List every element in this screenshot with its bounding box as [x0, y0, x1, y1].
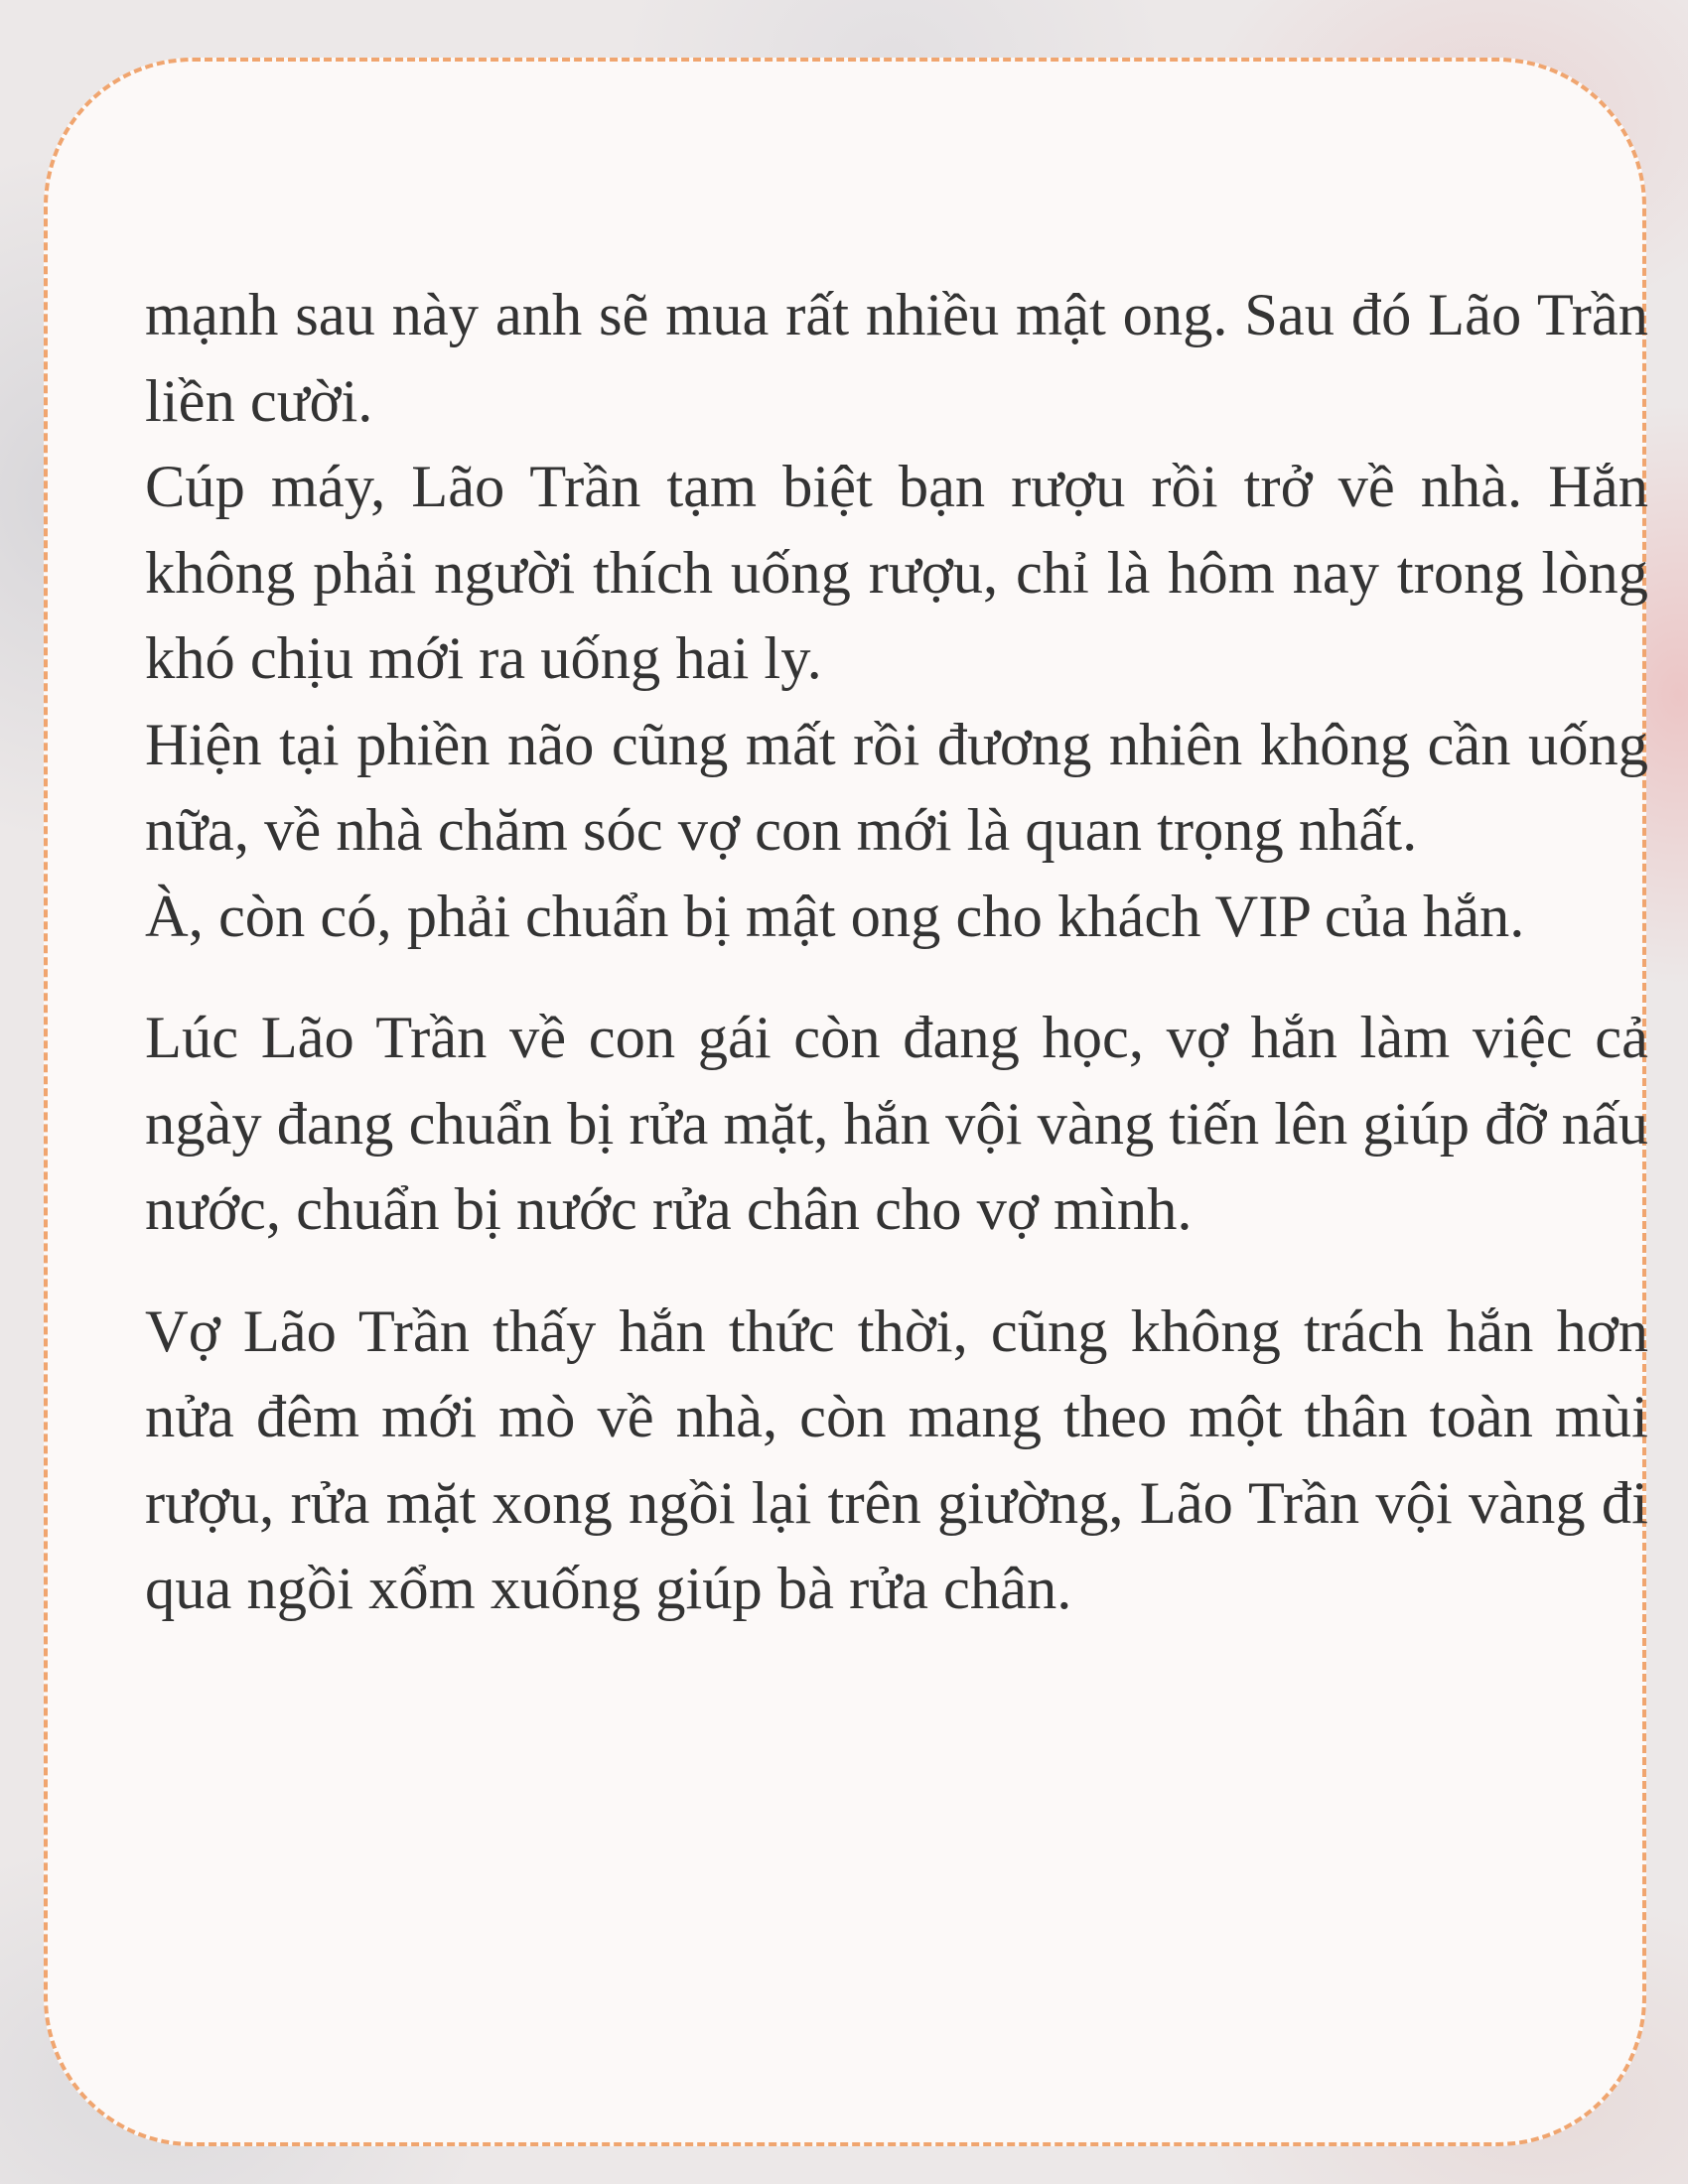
paragraph-4: À, còn có, phải chuẩn bị mật ong cho khách VIP của hắn.	[145, 883, 1525, 950]
paragraph-5: Lúc Lão Trần về con gái còn đang học, vợ hắn làm việc cả ngày đang chuẩn bị rửa mặt, hắn vội vàng tiến lên giúp đỡ nấu nước, chuẩn bị nước rửa chân cho vợ mình.	[145, 1005, 1648, 1243]
paragraph-3: Hiện tại phiền não cũng mất rồi đương nhiên không cần uống nữa, về nhà chăm sóc vợ con mới là quan trọng nhất.	[145, 711, 1648, 864]
text-card	[44, 58, 1646, 2146]
story-text	[145, 273, 1648, 1633]
paragraph-2: Cúp máy, Lão Trần tạm biệt bạn rượu rồi trở về nhà. Hắn không phải người thích uống rượu, chỉ là hôm nay trong lòng khó chịu mới ra uống hai ly.	[145, 454, 1648, 692]
paragraph-1: mạnh sau này anh sẽ mua rất nhiều mật ong. Sau đó Lão Trần liền cười.	[145, 282, 1648, 435]
paragraph-6: Vợ Lão Trần thấy hắn thức thời, cũng không trách hắn hơn nửa đêm mới mò về nhà, còn mang theo một thân toàn mùi rượu, rửa mặt xong ngồi lại trên giường, Lão Trần vội vàng đi qua ngồi xổm xuống giúp bà rửa chân.	[145, 1297, 1648, 1622]
